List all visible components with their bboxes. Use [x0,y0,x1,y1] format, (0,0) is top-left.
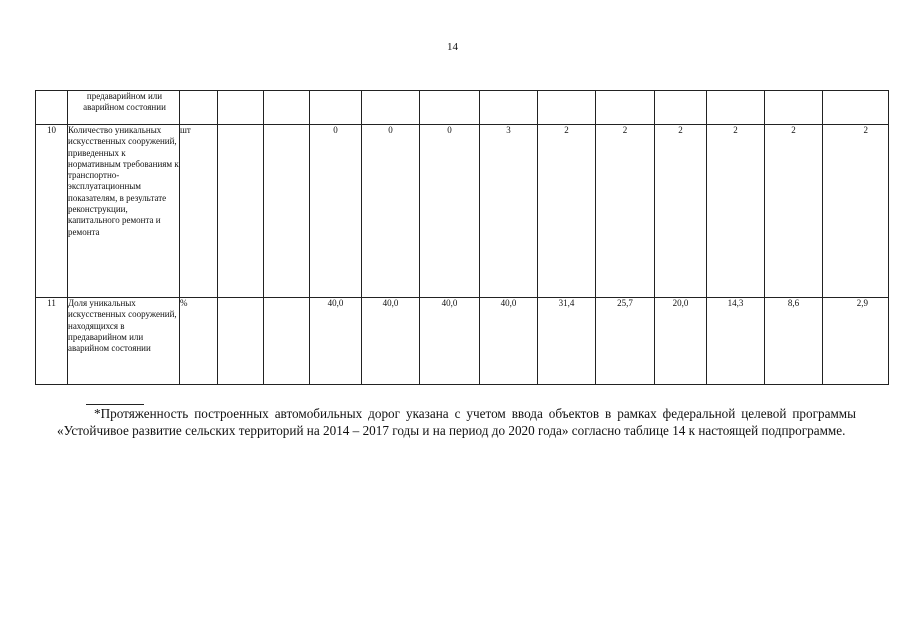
value-cell: 2 [538,125,596,298]
value-cell: 0 [310,125,362,298]
value-cell [264,298,310,385]
footnote-text: *Протяженность построенных автомобильных дорог указана с учетом ввода объектов в рамках федеральной целевой программы «Устойчивое развитие сельских территорий на 2014 – 2017 годы и на период до 2020 года» согласно таблице 14 к настоящей подпрограмме. [57,406,856,438]
row-number: 11 [36,298,68,385]
indicators-table [35,90,889,385]
value-cell: 40,0 [310,298,362,385]
value-cell: 2 [596,125,655,298]
row-number: 10 [36,125,68,298]
value-cell [480,91,538,125]
value-cell: 8,6 [765,298,823,385]
value-cell: 25,7 [596,298,655,385]
unit-cell [180,91,218,125]
indicator-name: Доля уникальных искусственных сооружений, находящихся в предаварийном или аварийном состоянии [68,298,180,385]
value-cell [264,91,310,125]
value-cell: 2 [707,125,765,298]
indicator-name: Количество уникальных искусственных сооружений, приведенных к нормативным требованиям к транспортно-эксплуатационным показателям, в результате реконструкции, капитального ремонта и ремонта [68,125,180,298]
value-cell [538,91,596,125]
value-cell: 14,3 [707,298,765,385]
value-cell: 40,0 [362,298,420,385]
value-cell: 40,0 [480,298,538,385]
value-cell [823,91,889,125]
value-cell: 2,9 [823,298,889,385]
value-cell [218,298,264,385]
table-row [36,91,889,125]
value-cell: 2 [655,125,707,298]
unit-cell: шт [180,125,218,298]
value-cell [707,91,765,125]
value-cell [362,91,420,125]
row-number [36,91,68,125]
value-cell [310,91,362,125]
value-cell: 2 [765,125,823,298]
table-row [36,298,889,385]
value-cell: 20,0 [655,298,707,385]
value-cell: 0 [362,125,420,298]
page-number: 14 [447,41,458,53]
value-cell: 2 [823,125,889,298]
value-cell [596,91,655,125]
indicator-name: предаварийном или аварийном состоянии [68,91,180,125]
value-cell [218,91,264,125]
value-cell [765,91,823,125]
value-cell [420,91,480,125]
value-cell: 3 [480,125,538,298]
value-cell: 31,4 [538,298,596,385]
value-cell [218,125,264,298]
unit-cell: % [180,298,218,385]
value-cell: 40,0 [420,298,480,385]
value-cell [655,91,707,125]
value-cell: 0 [420,125,480,298]
value-cell [264,125,310,298]
table-row [36,125,889,298]
